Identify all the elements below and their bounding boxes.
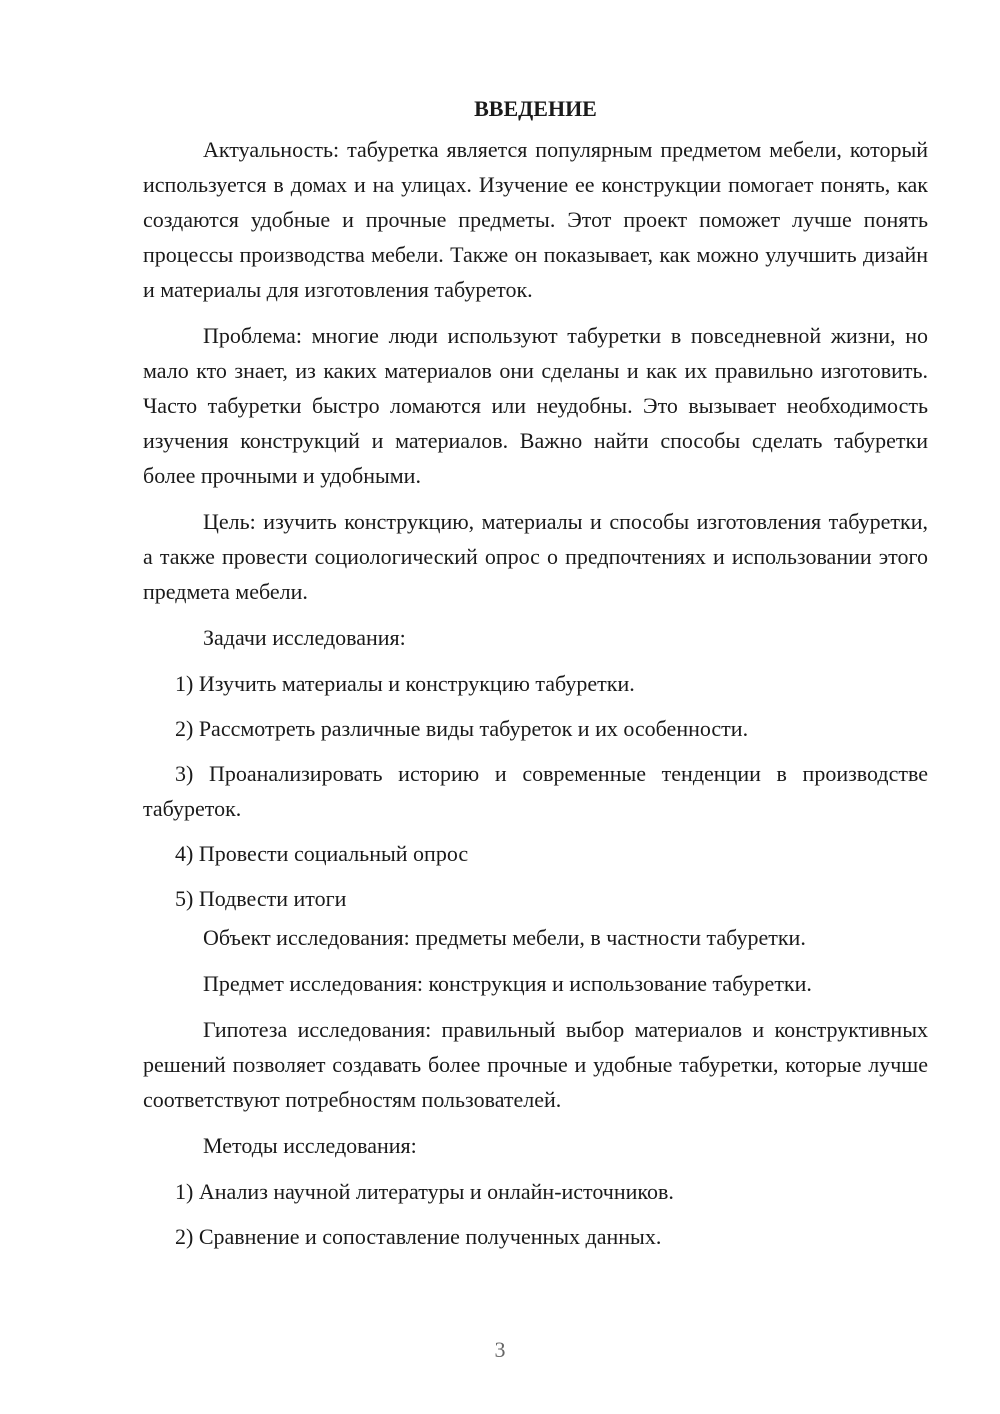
paragraph-goal: Цель: изучить конструкцию, материалы и способы изготовления табуретки, а также провести социологический опрос о предпочтениях и использовании этого предмета мебели. [143,509,928,604]
task-item-4: 4) Провести социальный опрос [175,841,469,866]
tasks-title: Задачи исследования: [203,625,406,650]
section-heading: ВВЕДЕНИЕ [474,96,597,121]
methods-title: Методы исследования: [203,1133,417,1158]
page-number: 3 [494,1337,506,1362]
paragraph-problem: Проблема: многие люди используют табуретки в повседневной жизни, но мало кто знает, из каких материалов они сделаны и как их правильно изготовить. Часто табуретки быстро ломаются или неудобны. Это вызывает необходимость изучения конструкций и материалов. Важно найти способы сделать табуретки более прочными и удобными. [143,323,928,488]
paragraph-relevance: Актуальность: табуретка является популярным предметом мебели, который используется в домах и на улицах. Изучение ее конструкции помогает понять, как создаются удобные и прочные предметы. Этот проект поможет лучше понять процессы производства мебели. Также он показывает, как можно улучшить дизайн и материалы для изготовления табуреток. [143,137,928,302]
task-item-1: 1) Изучить материалы и конструкцию табуретки. [175,671,635,696]
task-item-2: 2) Рассмотреть различные виды табуреток и их особенности. [175,716,749,741]
task-item-3: 3) Проанализировать историю и современные тенденции в производстве табуреток. [143,761,928,821]
method-item-1: 1) Анализ научной литературы и онлайн-источников. [175,1179,674,1204]
document-page [143,94,928,1264]
paragraph-hypothesis: Гипотеза исследования: правильный выбор материалов и конструктивных решений позволяет создавать более прочные и удобные табуретки, которые лучше соответствуют потребностям пользователей. [143,1017,928,1112]
task-item-5: 5) Подвести итоги [175,886,347,911]
paragraph-subject: Предмет исследования: конструкция и использование табуретки. [203,971,812,996]
paragraph-object: Объект исследования: предметы мебели, в частности табуретки. [203,925,806,950]
method-item-2: 2) Сравнение и сопоставление полученных данных. [175,1224,662,1249]
